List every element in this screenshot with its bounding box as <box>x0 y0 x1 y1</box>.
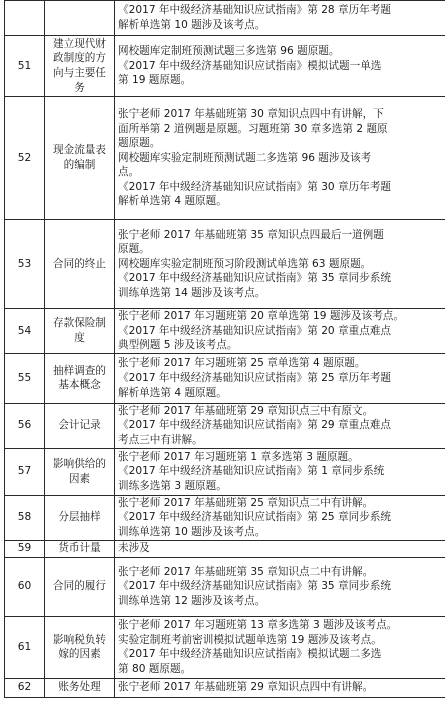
coverage-detail-cell <box>115 557 445 616</box>
table-row <box>5 495 445 540</box>
detail-line: 网校题库实验定制班预习阶段测试单选第 63 题原题。 <box>118 257 372 270</box>
question-number-cell: 54 <box>5 309 45 354</box>
detail-line: 《2017 年中级经济基础知识应试指南》第 35 章同步系统 <box>118 272 392 285</box>
detail-line: 《2017 年中级经济基础知识应试指南》第 30 章历年考题 <box>118 180 392 193</box>
detail-line: 《2017 年中级经济基础知识应试指南》第 28 章历年考题 <box>118 4 392 17</box>
detail-line: 张宁老师 2017 年习题班第 25 章单选第 4 题原题。 <box>118 357 366 370</box>
detail-line: 张宁老师 2017 年基础班第 30 章知识点四中有讲解，下 <box>118 107 384 120</box>
detail-line: 网校题库实验定制班预测试题二多选第 96 题涉及该考 <box>118 151 372 164</box>
detail-line: 张宁老师 2017 年习题班第 1 章多选第 3 题原题。 <box>118 450 359 463</box>
detail-line: 《2017 年中级经济基础知识应试指南》第 25 章历年考题 <box>118 371 392 384</box>
coverage-detail-cell <box>115 309 445 354</box>
coverage-detail-cell <box>115 220 445 309</box>
question-number-cell: 59 <box>5 540 45 557</box>
question-number-cell: 60 <box>5 557 45 616</box>
exam-topic-table <box>4 0 445 698</box>
question-number-cell: 51 <box>5 36 45 97</box>
coverage-detail-cell <box>115 353 445 403</box>
detail-line: 训练多选第 3 题原题。 <box>118 480 227 493</box>
table-row <box>5 448 445 495</box>
detail-line: 训练单选第 14 题涉及该考点。 <box>118 286 266 299</box>
detail-line: 张宁老师 2017 年基础班第 35 章知识点二中有讲解。 <box>118 565 374 578</box>
detail-line: 《2017 年中级经济基础知识应试指南》第 1 章同步系统 <box>118 465 385 478</box>
coverage-detail-cell <box>115 448 445 495</box>
detail-line: 训练单选第 10 题涉及该考点。 <box>118 526 266 539</box>
detail-line: 训练单选第 12 题涉及该考点。 <box>118 595 266 608</box>
topic-cell: 合同的履行 <box>45 557 115 616</box>
detail-line: 考点三中有讲解。 <box>118 434 203 447</box>
detail-line: 张宁老师 2017 年基础班第 25 章知识点二中有讲解。 <box>118 496 374 509</box>
coverage-detail-cell <box>115 36 445 97</box>
detail-line: 未涉及 <box>118 542 150 555</box>
coverage-detail-cell <box>115 97 445 220</box>
question-number-cell: 57 <box>5 448 45 495</box>
coverage-detail-cell <box>115 616 445 678</box>
detail-line: 《2017 年中级经济基础知识应试指南》第 35 章同步系统 <box>118 580 392 593</box>
table-row <box>5 353 445 403</box>
topic-cell: 合同的终止 <box>45 220 115 309</box>
topic-cell: 抽样调查的基本概念 <box>45 353 115 403</box>
detail-line: 张宁老师 2017 年基础班第 35 章知识点四最后一道例题 <box>118 228 384 241</box>
detail-line: 原题。 <box>118 243 150 256</box>
question-number-cell: 52 <box>5 97 45 220</box>
topic-cell: 建立现代财政制度的方向与主要任务 <box>45 36 115 97</box>
question-number-cell: 56 <box>5 403 45 448</box>
table-row <box>5 616 445 678</box>
table-row <box>5 678 445 697</box>
table-row <box>5 97 445 220</box>
topic-cell: 影响税负转嫁的因素 <box>45 616 115 678</box>
detail-line: 张宁老师 2017 年基础班第 29 章知识点三中有原文。 <box>118 404 374 417</box>
coverage-detail-cell <box>115 495 445 540</box>
coverage-detail-cell <box>115 403 445 448</box>
detail-line: 解析单选第 4 题原题。 <box>118 386 227 399</box>
detail-line: 解析单选第 10 题涉及该考点。 <box>118 19 266 31</box>
topic-cell: 现金流量表的编制 <box>45 97 115 220</box>
coverage-detail-cell <box>115 678 445 697</box>
detail-line: 《2017 年中级经济基础知识应试指南》第 25 章同步系统 <box>118 511 392 524</box>
detail-line: 张宁老师 2017 年习题班第 13 章多选第 3 题涉及该考点。 <box>118 619 398 632</box>
table-row <box>5 220 445 309</box>
table-row <box>5 1 445 36</box>
table-row <box>5 540 445 557</box>
detail-line: 张宁老师 2017 年习题班第 20 章单选第 19 题涉及该考点。 <box>118 310 404 322</box>
topic-cell: 会计记录 <box>45 403 115 448</box>
detail-line: 《2017 年中级经济基础知识应试指南》模拟试题一单选 <box>118 59 382 72</box>
table-row <box>5 557 445 616</box>
topic-cell: 分层抽样 <box>45 495 115 540</box>
topic-cell: 影响供给的因素 <box>45 448 115 495</box>
detail-line: 网校题库定制班预测试题三多选第 96 题原题。 <box>118 45 340 58</box>
detail-line: 解析单选第 4 题原题。 <box>118 195 227 208</box>
question-number-cell: 61 <box>5 616 45 678</box>
question-number-cell: 58 <box>5 495 45 540</box>
question-number-cell: 53 <box>5 220 45 309</box>
topic-cell: 货币计量 <box>45 540 115 557</box>
question-number-cell: 55 <box>5 353 45 403</box>
table-row <box>5 403 445 448</box>
question-number-cell: 62 <box>5 678 45 697</box>
topic-cell <box>45 1 115 36</box>
coverage-detail-cell <box>115 540 445 557</box>
detail-line: 实验定制班考前密训模拟试题单选第 19 题涉及该考点。 <box>118 633 382 646</box>
detail-line: 《2017 年中级经济基础知识应试指南》第 29 章重点难点 <box>118 419 392 432</box>
detail-line: 第 19 题原题。 <box>118 74 192 87</box>
detail-line: 题原题。 <box>118 137 161 150</box>
detail-line: 第 80 题原题。 <box>118 662 192 675</box>
table-row <box>5 309 445 354</box>
table-row <box>5 36 445 97</box>
coverage-detail-cell <box>115 1 445 36</box>
detail-line: 张宁老师 2017 年基础班第 29 章知识点四中有讲解。 <box>118 681 374 694</box>
question-number-cell <box>5 1 45 36</box>
detail-line: 典型例题 5 涉及该考点。 <box>118 339 238 352</box>
table-body <box>5 1 445 698</box>
topic-cell: 存款保险制度 <box>45 309 115 354</box>
detail-line: 面所举第 2 道例题是原题。习题班第 30 章多选第 2 题原 <box>118 122 388 135</box>
topic-cell: 账务处理 <box>45 678 115 697</box>
detail-line: 《2017 年中级经济基础知识应试指南》模拟试题二多选 <box>118 648 382 661</box>
detail-line: 《2017 年中级经济基础知识应试指南》第 20 章重点难点 <box>118 324 392 337</box>
detail-line: 点。 <box>118 166 140 179</box>
exam-analysis-document <box>4 0 442 698</box>
